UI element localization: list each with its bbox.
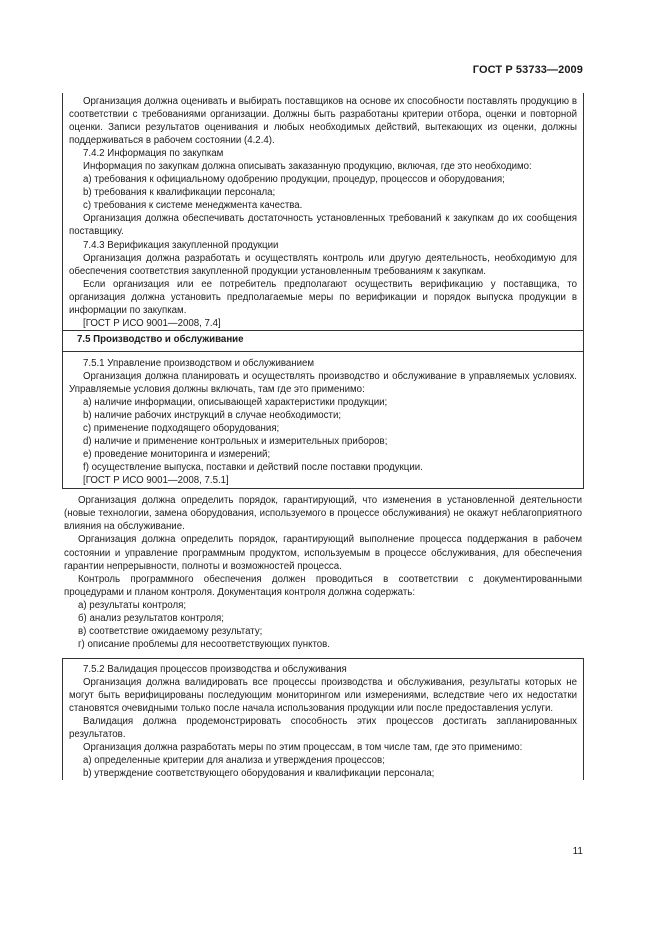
list-item: b) утверждение соответствующего оборудования и квалификации персонала;: [83, 768, 435, 780]
list-item: a) наличие информации, описывающей характеристики продукции;: [83, 396, 388, 408]
list-item: a) определенные критерии для анализа и утверждения процессов;: [83, 755, 385, 767]
paragraph: Организация должна разработать и осуществлять контроль или другую деятельность, необходимую для обеспечения соответствия закупленной продукции установленным требованиям к закупкам.: [69, 252, 577, 277]
list-item: d) наличие и применение контрольных и измерительных приборов;: [83, 436, 388, 448]
list-item: f) осуществление выпуска, поставки и действий после поставки продукции.: [83, 462, 423, 474]
page-number: 11: [572, 846, 583, 857]
standard-header: ГОСТ Р 53733—2009: [472, 64, 583, 76]
paragraph: Контроль программного обеспечения должен проводиться в соответствии с документированными процедурами и планом контроля. Документация контроля должна содержать:: [64, 573, 582, 598]
list-item: б) анализ результатов контроля;: [78, 612, 224, 624]
subsection-heading-7-4-2: 7.4.2 Информация по закупкам: [83, 148, 224, 160]
reference: [ГОСТ Р ИСО 9001—2008, 7.4]: [83, 317, 221, 329]
reference: [ГОСТ Р ИСО 9001—2008, 7.5.1]: [83, 475, 229, 487]
subsection-heading-7-5-1: 7.5.1 Управление производством и обслуживанием: [83, 357, 315, 369]
paragraph: Организация должна валидировать все процессы производства и обслуживания, результаты которых не могут быть верифицированы последующим мониторингом или измерениями, вследствие чего их недостатки становятся очевидными только после начала использования продукции или после предоставления услуги.: [69, 676, 577, 715]
list-item: в) соответствие ожидаемому результату;: [78, 625, 263, 637]
paragraph: Организация должна оценивать и выбирать поставщиков на основе их способности поставлять продукцию в соответствии с требованиями организации. Должны быть разработаны критерии отбора, оценки и повторной оценки. Записи результатов оценивания и любых необходимых действий, вытекающих из оценки, должны поддерживаться в рабочем состоянии (4.2.4).: [69, 96, 577, 147]
paragraph: Организация должна определить порядок, гарантирующий выполнение процесса поддержания в рабочем состоянии и управление программным продуктом, используемым в процессе обслуживания, для обеспечения гарантии непрерывности, полноты и возможностей процесса.: [64, 534, 582, 572]
list-item: b) наличие рабочих инструкций в случае необходимости;: [83, 410, 342, 422]
quoted-block-7-5-2: [62, 658, 584, 780]
paragraph: Валидация должна продемонстрировать способность этих процессов достигать запланированных результатов.: [69, 716, 577, 741]
subsection-heading-7-5-2: 7.5.2 Валидация процессов производства и обслуживания: [83, 663, 347, 675]
list-item: b) требования к квалификации персонала;: [83, 187, 276, 199]
paragraph: Если организация или ее потребитель предполагают осуществить верификацию у поставщика, то организация должна установить предполагаемые меры по верификации и порядок выпуска продукции в информации по закупкам.: [69, 278, 577, 316]
quoted-block-7-4: [62, 93, 584, 330]
list-item: a) требования к официальному одобрению продукции, процедур, процессов и оборудования;: [83, 174, 505, 186]
list-item: c) применение подходящего оборудования;: [83, 423, 280, 435]
page-content: [62, 93, 584, 780]
list-item: c) требования к системе менеджмента качества.: [83, 200, 303, 212]
list-item: e) проведение мониторинга и измерений;: [83, 449, 271, 461]
quoted-block-7-5-1: [62, 351, 584, 489]
paragraph: Организация должна определить порядок, гарантирующий, что изменения в установленной деятельности (новые технологии, замена оборудования, используемого в процессе обслуживания) не окажут неблагоприятного влияния на обслуживание.: [64, 495, 582, 533]
paragraph: Информация по закупкам должна описывать заказанную продукцию, включая, где это необходимо:: [83, 161, 532, 173]
paragraph: Организация должна разработать меры по этим процессам, в том числе там, где это применимо:: [83, 742, 523, 754]
subsection-heading-7-4-3: 7.4.3 Верификация закупленной продукции: [83, 239, 279, 251]
paragraph: Организация должна планировать и осуществлять производство и обслуживание в управляемых условиях. Управляемые условия должны включать, там где это применимо:: [69, 370, 577, 395]
paragraph: Организация должна обеспечивать достаточность установленных требований к закупкам до их сообщения поставщику.: [69, 213, 577, 238]
section-title-7-5: 7.5 Производство и обслуживание: [62, 330, 584, 351]
list-item: а) результаты контроля;: [78, 599, 187, 611]
unboxed-text: [62, 489, 584, 653]
list-item: г) описание проблемы для несоответствующих пунктов.: [78, 638, 331, 650]
